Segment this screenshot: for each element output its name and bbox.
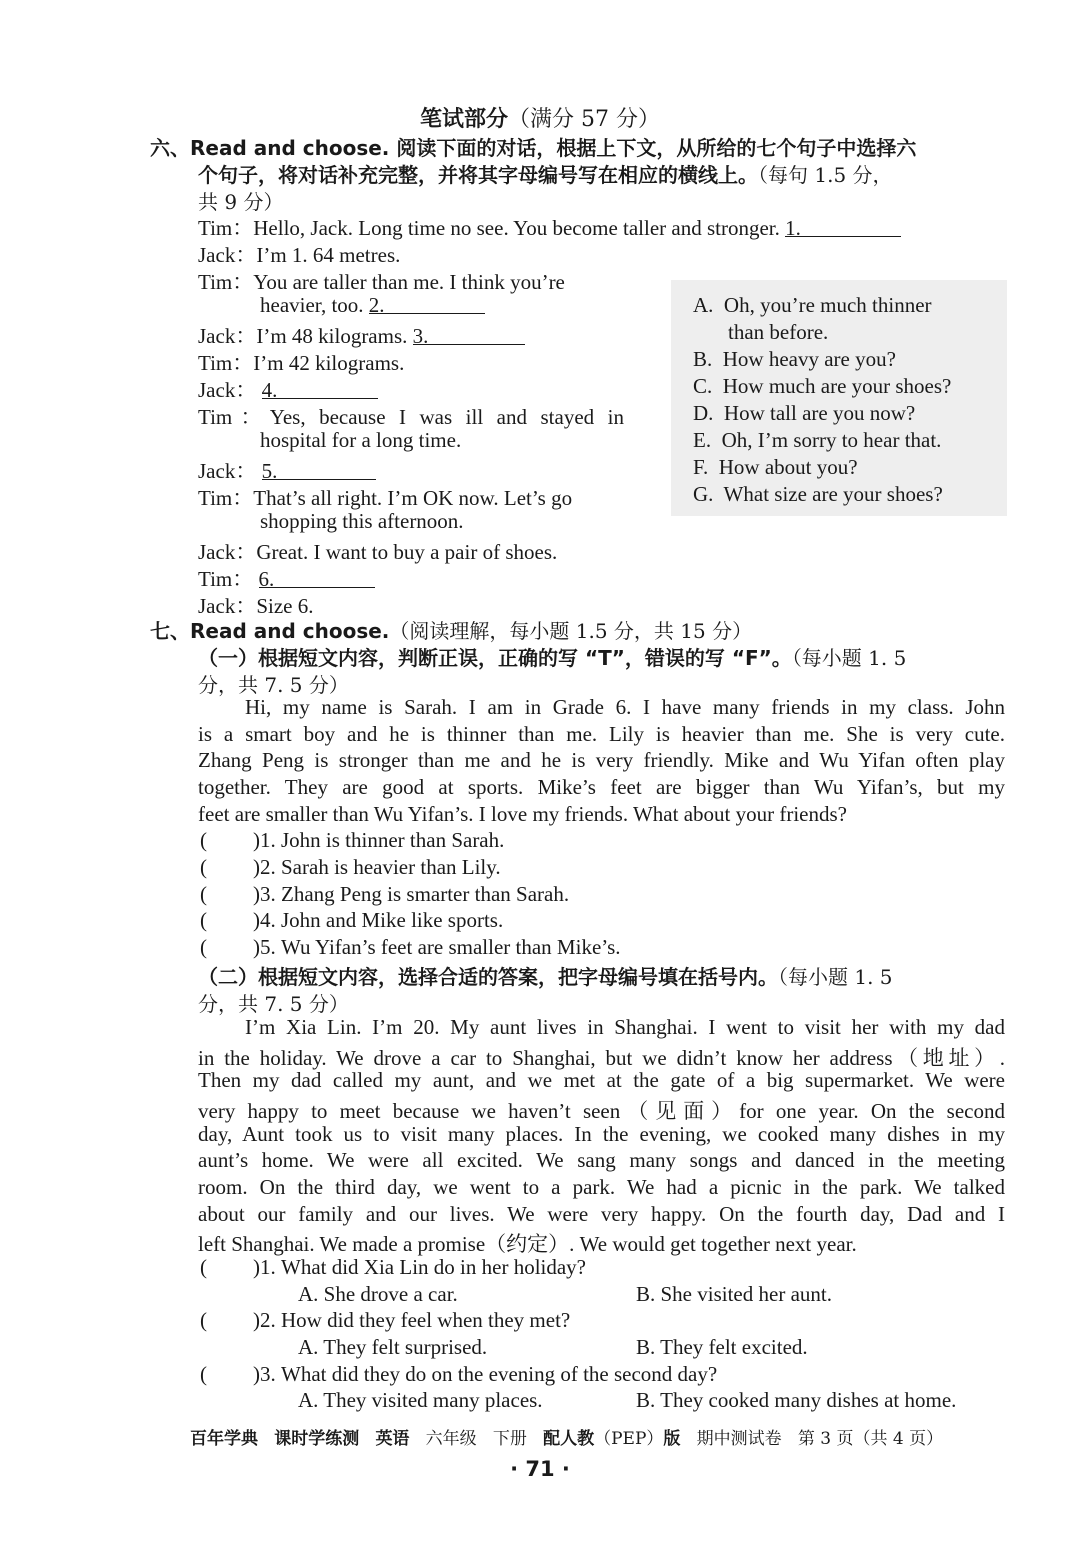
question-number: 1. bbox=[260, 1255, 276, 1279]
answer-blank-3[interactable] bbox=[412, 324, 525, 348]
option-letter: C. bbox=[693, 374, 713, 398]
dialogue-line-9 bbox=[198, 482, 624, 512]
bracket-close: ) bbox=[253, 882, 260, 906]
option-letter: G. bbox=[693, 482, 714, 506]
dialogue-text-cont: heavier, too. bbox=[260, 293, 364, 317]
dialogue-line-6 bbox=[198, 374, 378, 404]
question-text: John is thinner than Sarah. bbox=[281, 828, 505, 852]
title-main: 笔试部分 bbox=[420, 107, 509, 132]
dialogue-text: Hello, Jack. Long time no see. You become taller and stronger. bbox=[253, 216, 780, 240]
footer-edition-code: （PEP） bbox=[594, 1429, 664, 1449]
page-footer bbox=[190, 1424, 943, 1449]
speaker: Tim： bbox=[198, 486, 254, 510]
dialogue-text: I’m 1. 64 metres. bbox=[256, 243, 401, 267]
bracket-open[interactable]: ( bbox=[200, 908, 207, 932]
footer-volume: 下册 bbox=[492, 1429, 527, 1449]
dialogue-line-3 bbox=[198, 266, 624, 296]
mc-q1-option-b: B. She visited her aunt. bbox=[636, 1282, 832, 1306]
dialogue-line-3-cont bbox=[260, 293, 485, 318]
question-number: 5. bbox=[260, 935, 276, 959]
part1-score-b: 分，共 7. 5 分） bbox=[198, 673, 349, 697]
bracket-open[interactable]: ( bbox=[200, 1362, 207, 1386]
question-number: 2. bbox=[260, 855, 276, 879]
dialogue-line-5 bbox=[198, 347, 404, 377]
part2-passage-line-4: very happy to meet because we haven’t seen（见面）for one year. On the second bbox=[198, 1099, 1005, 1123]
footer-edition-label: 配人教 bbox=[543, 1429, 595, 1449]
answer-blank-5[interactable] bbox=[261, 459, 376, 483]
bracket-close: ) bbox=[253, 908, 260, 932]
option-letter: D. bbox=[693, 401, 714, 425]
tf-question-4 bbox=[200, 908, 503, 933]
option-text: Oh, you’re much thinner bbox=[723, 293, 932, 317]
part1-passage-line-1: Hi, my name is Sarah. I am in Grade 6. I have many friends in my class. John bbox=[245, 695, 1005, 719]
question-number: 3. bbox=[260, 882, 276, 906]
option-text: What size are your shoes? bbox=[723, 482, 943, 506]
part2-passage-line-1: I’m Xia Lin. I’m 20. My aunt lives in Shanghai. I went to visit her with my dad bbox=[245, 1015, 1005, 1039]
dialogue-text: Great. I want to buy a pair of shoes. bbox=[256, 540, 558, 564]
speaker: Tim： bbox=[198, 216, 254, 240]
speaker: Tim： bbox=[198, 351, 254, 375]
answer-blank-4[interactable] bbox=[261, 378, 378, 402]
option-text: How heavy are you? bbox=[722, 347, 896, 371]
mc-q2-option-b: B. They felt excited. bbox=[636, 1335, 808, 1359]
section7-number: 七、 bbox=[150, 619, 190, 643]
option-letter: F. bbox=[693, 455, 709, 479]
bracket-close: ) bbox=[253, 1308, 260, 1332]
part2-passage-line-9: left Shanghai. We made a promise（约定）. We would get together next year. bbox=[198, 1232, 857, 1256]
bracket-close: ) bbox=[253, 1362, 260, 1386]
mc-q3-option-b: B. They cooked many dishes at home. bbox=[636, 1388, 957, 1412]
section6-heading-text: Read and choose. 阅读下面的对话，根据上下文，从所给的七个句子中选择六 bbox=[190, 136, 917, 160]
bracket-open[interactable]: ( bbox=[200, 935, 207, 959]
part2-score-a: （每小题 1. 5 bbox=[778, 965, 893, 989]
option-letter: E. bbox=[693, 428, 712, 452]
question-number: 3. bbox=[260, 1362, 276, 1386]
tf-question-1 bbox=[200, 828, 504, 853]
bracket-open[interactable]: ( bbox=[200, 1308, 207, 1332]
option-letter: A. bbox=[693, 293, 714, 317]
dialogue-line-8 bbox=[198, 455, 376, 485]
mc-question-3 bbox=[200, 1362, 717, 1387]
dialogue-line-4 bbox=[198, 320, 525, 350]
footer-series: 百年学典 bbox=[190, 1429, 258, 1449]
bracket-close: ) bbox=[253, 828, 260, 852]
section7-score: （阅读理解，每小题 1.5 分，共 15 分） bbox=[389, 619, 753, 643]
option-a-cont: than before. bbox=[728, 320, 829, 344]
section-title bbox=[0, 102, 1080, 133]
speaker: Jack： bbox=[198, 324, 257, 348]
tf-question-3 bbox=[200, 882, 569, 907]
blank-number: 6. bbox=[258, 567, 275, 591]
speaker: Tim： bbox=[198, 567, 254, 591]
question-number: 1. bbox=[260, 828, 276, 852]
answer-blank-6[interactable] bbox=[258, 567, 375, 591]
part1-passage-line-5: feet are smaller than Wu Yifan’s. I love my friends. What about your friends? bbox=[198, 802, 847, 826]
section6-heading-line3: 共 9 分） bbox=[198, 190, 284, 214]
question-text: John and Mike like sports. bbox=[281, 908, 504, 932]
mc-question-1 bbox=[200, 1255, 586, 1280]
part2-passage-line-8: about our family and our lives. We were very happy. On the fourth day, Dad and I bbox=[198, 1202, 1005, 1226]
section6-heading-line2-text: 个句子，将对话补充完整，并将其字母编号写在相应的横线上。 bbox=[198, 163, 758, 187]
dialogue-text: Size 6. bbox=[256, 594, 314, 618]
question-text: What did they do on the evening of the second day? bbox=[281, 1362, 718, 1386]
dialogue-text: You are taller than me. I think you’re bbox=[253, 270, 565, 294]
dialogue-text: I’m 42 kilograms. bbox=[253, 351, 405, 375]
option-letter: B. bbox=[693, 347, 713, 371]
bracket-close: ) bbox=[253, 855, 260, 879]
bracket-open[interactable]: ( bbox=[200, 882, 207, 906]
blank-number: 4. bbox=[261, 378, 278, 402]
part1-score-a: （每小题 1. 5 bbox=[791, 646, 907, 670]
option-text: How about you? bbox=[718, 455, 858, 479]
page-number: · 71 · bbox=[510, 1457, 570, 1481]
section6-heading-line2 bbox=[198, 159, 893, 188]
part2-passage-line-5: day, Aunt took us to visit many places. In the evening, we cooked many dishes in my bbox=[198, 1122, 1005, 1146]
mc-q3-option-a: A. They visited many places. bbox=[298, 1388, 543, 1412]
option-e bbox=[693, 428, 941, 453]
dialogue-line-9-cont: shopping this afternoon. bbox=[260, 509, 464, 533]
mc-q2-option-a: A. They felt surprised. bbox=[298, 1335, 488, 1359]
bracket-open[interactable]: ( bbox=[200, 1255, 207, 1279]
section7-heading bbox=[150, 615, 752, 644]
footer-edition-suffix: 版 bbox=[663, 1429, 681, 1449]
footer-grade: 六年级 bbox=[425, 1429, 477, 1449]
part2-heading-text: （二）根据短文内容，选择合适的答案，把字母编号填在括号内。 bbox=[198, 965, 778, 989]
section6-heading bbox=[150, 132, 916, 161]
dialogue-text: That’s all right. I’m OK now. Let’s go bbox=[253, 486, 573, 510]
option-b bbox=[693, 347, 896, 372]
speaker: Jack： bbox=[198, 243, 257, 267]
question-text: Zhang Peng is smarter than Sarah. bbox=[281, 882, 570, 906]
bracket-open[interactable]: ( bbox=[200, 855, 207, 879]
mc-q1-option-a: A. She drove a car. bbox=[298, 1282, 458, 1306]
speaker: Tim： bbox=[198, 270, 254, 294]
dialogue-line-7-cont: hospital for a long time. bbox=[260, 428, 462, 452]
part1-heading-text: （一）根据短文内容，判断正误，正确的写 “T”，错误的写 “F”。 bbox=[198, 646, 792, 670]
question-number: 2. bbox=[260, 1308, 276, 1332]
footer-exam: 期中测试卷 bbox=[696, 1429, 782, 1449]
question-text: Sarah is heavier than Lily. bbox=[281, 855, 501, 879]
footer-page-info: 第 3 页（共 4 页） bbox=[797, 1429, 944, 1449]
dialogue-line-11 bbox=[198, 563, 375, 593]
speaker: Jack： bbox=[198, 540, 257, 564]
dialogue-line-1 bbox=[198, 212, 901, 242]
part2-passage-line-6: aunt’s home. We were all excited. We sang many songs and danced in the meeting bbox=[198, 1148, 1005, 1172]
question-text: What did Xia Lin do in her holiday? bbox=[281, 1255, 587, 1279]
option-f bbox=[693, 455, 858, 480]
part2-heading bbox=[198, 961, 893, 990]
title-score: （满分 57 分） bbox=[508, 107, 660, 132]
blank-number: 5. bbox=[261, 459, 278, 483]
section7-heading-text: Read and choose. bbox=[190, 619, 390, 643]
option-d bbox=[693, 401, 915, 426]
tf-question-2 bbox=[200, 855, 501, 880]
question-number: 4. bbox=[260, 908, 276, 932]
dialogue-line-7 bbox=[198, 401, 624, 431]
blank-number: 1. bbox=[785, 216, 801, 240]
options-box bbox=[671, 280, 1007, 516]
speaker: Jack： bbox=[198, 594, 257, 618]
bracket-open[interactable]: ( bbox=[200, 828, 207, 852]
answer-blank-1[interactable] bbox=[785, 216, 901, 240]
dialogue-line-2 bbox=[198, 239, 400, 269]
speaker: Jack： bbox=[198, 459, 257, 483]
part2-passage-line-2: in the holiday. We drove a car to Shanghai, but we didn’t know her address（地址）. bbox=[198, 1046, 1005, 1070]
part1-passage-line-4: together. They are good at sports. Mike’s feet are bigger than Wu Yifan’s, but my bbox=[198, 775, 1005, 799]
bracket-close: ) bbox=[253, 1255, 260, 1279]
footer-book: 课时学练测 bbox=[274, 1429, 360, 1449]
speaker: Jack： bbox=[198, 378, 257, 402]
blank-number: 3. bbox=[412, 324, 429, 348]
part2-score-b: 分，共 7. 5 分） bbox=[198, 992, 349, 1016]
section6-number: 六、 bbox=[150, 136, 190, 160]
part1-heading bbox=[198, 642, 906, 671]
footer-subject: 英语 bbox=[375, 1429, 410, 1449]
part1-passage-line-3: Zhang Peng is stronger than me and he is very friendly. Mike and Wu Yifan often play bbox=[198, 748, 1005, 772]
dialogue-text: Yes, because I was ill and stayed in bbox=[269, 405, 624, 429]
section6-score-a: （每句 1.5 分， bbox=[758, 163, 893, 187]
option-g bbox=[693, 482, 943, 507]
question-text: Wu Yifan’s feet are smaller than Mike’s. bbox=[281, 935, 621, 959]
option-c bbox=[693, 374, 951, 399]
part2-passage-line-7: room. On the third day, we went to a park. We had a picnic in the park. We talked bbox=[198, 1175, 1005, 1199]
option-text: Oh, I’m sorry to hear that. bbox=[721, 428, 942, 452]
answer-blank-2[interactable] bbox=[368, 293, 485, 317]
bracket-close: ) bbox=[253, 935, 260, 959]
tf-question-5 bbox=[200, 935, 621, 960]
speaker: Tim： bbox=[198, 405, 270, 429]
blank-number: 2. bbox=[368, 293, 385, 317]
part1-passage-line-2: is a smart boy and he is thinner than me. Lily is heavier than me. She is very cute. bbox=[198, 722, 1005, 746]
option-text: How much are your shoes? bbox=[722, 374, 952, 398]
dialogue-text: I’m 48 kilograms. bbox=[256, 324, 408, 348]
question-text: How did they feel when they met? bbox=[281, 1308, 571, 1332]
option-a bbox=[693, 293, 932, 318]
option-text: How tall are you now? bbox=[723, 401, 916, 425]
mc-question-2 bbox=[200, 1308, 570, 1333]
part2-passage-line-3: Then my dad called my aunt, and we met at the gate of a big supermarket. We were bbox=[198, 1068, 1005, 1092]
dialogue-line-10 bbox=[198, 536, 557, 566]
